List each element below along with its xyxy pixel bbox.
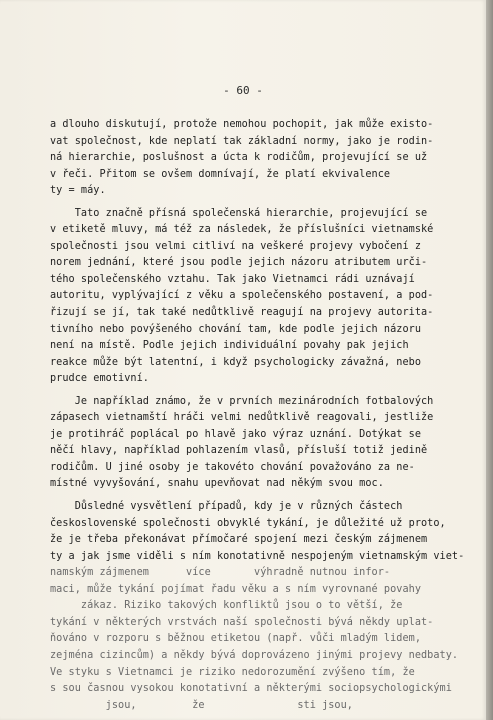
text-line: zejména cizincům) a někdy bývá doprovázeno jinými projevy nedbaty. [50,649,459,661]
text-line: že je třeba překonávat přímočaré spojení mezi českým zájmenem [50,534,428,546]
text-line: tého společenského vztahu. Tak jako Vietnamci rádi uznávají [50,273,415,285]
text-line: ná hierarchie, poslušnost a úcta k rodičům, projevující se už [50,152,428,164]
text-line: ty a jak jsme viděli s ním konotativně nespojeným vietnamským viet- [50,550,465,562]
page-number: - 60 - [223,84,263,97]
text-line: tykání v některých vrstvách naší společnosti bývá někdy uplat- [50,616,434,628]
text-line: není na místě. Podle jejich individuální povahy pak jejich [50,340,409,352]
text-line: v řeči. Přitom se ovšem domnívají, že platí ekvivalence [50,168,391,180]
text-line: s sou časnou vysokou konotativní a některými sociopsychologickými [50,683,452,695]
text-line: prudce emotivní. [50,373,149,385]
page-edge-shadow [486,0,493,720]
text-line: v etiketě mluvy, má též za následek, že příslušníci vietnamské [50,224,434,236]
text-line: rodičům. U jiné osoby je takovéto chování považováno za ne- [50,461,415,473]
text-line: řizují se jí, tak také nedůtklivě reagují na projevy autorita- [50,307,434,319]
text-line: ňováno v rozporu s běžnou etiketou (např. vůči mladým lidem, [50,633,422,645]
text-line: Ve styku s Vietnamci je riziko nedorozumění zvýšeno tím, že [50,666,415,678]
text-line: tivního nebo povýšeného chování tam, kde podle jejich názoru [50,323,422,335]
text-line: a dlouho diskutují, protože nemohou pochopit, jak může existo- [50,119,434,130]
text-line: Je například známo, že v prvních mezinárodních fotbalových [50,395,434,407]
text-line: je protihráč poplácal po hlavě jako výraz uznání. Dotýkat se [50,428,422,440]
text-line: něčí hlavy, například pohlazením vlasů, přísluší totiž jedině [50,445,428,457]
text-line: místné vyvyšování, snahu upevňovat nad někým svou moc. [50,478,384,490]
paragraph [50,499,465,714]
text-line: ty = máy. [50,185,106,197]
text-line: zákaz. Riziko takových konfliktů jsou o to větší, že [50,600,403,612]
paragraph [50,206,434,388]
text-line: norem jednání, které jsou podle jejich názoru atributem urči- [50,257,428,269]
text-line: namským zájmenem více výhradně nutnou infor- [50,567,391,579]
text-line: československé společnosti obvyklé tykání, je důležité už proto, [50,517,446,529]
paragraph [50,117,434,200]
text-line: Tato značně přísná společenská hierarchie, projevující se [50,207,428,219]
text-line: zápasech vietnamští hráči velmi nedůtklivě reagovali, jestliže [50,412,434,424]
text-line: autoritu, vyplývající z věku a společenského postavení, a pod- [50,290,434,302]
text-line: jsou, že sti jsou, [50,699,353,711]
text-line: Důsledné vysvětlení případů, kdy je v různých částech [50,501,403,513]
text-line: reakce může být latentní, i když psychologicky závažná, nebo [50,356,422,368]
paragraph [50,394,434,493]
text-line: vat společnost, kde neplatí tak základní normy, jako je rodin- [50,135,434,147]
text-line: maci, může tykání pojímat řadu věku a s ním vyrovnané povahy [50,583,422,595]
text-line: společnosti jsou velmi citliví na veškeré projevy vybočení z [50,240,422,252]
typewritten-text [50,117,465,714]
